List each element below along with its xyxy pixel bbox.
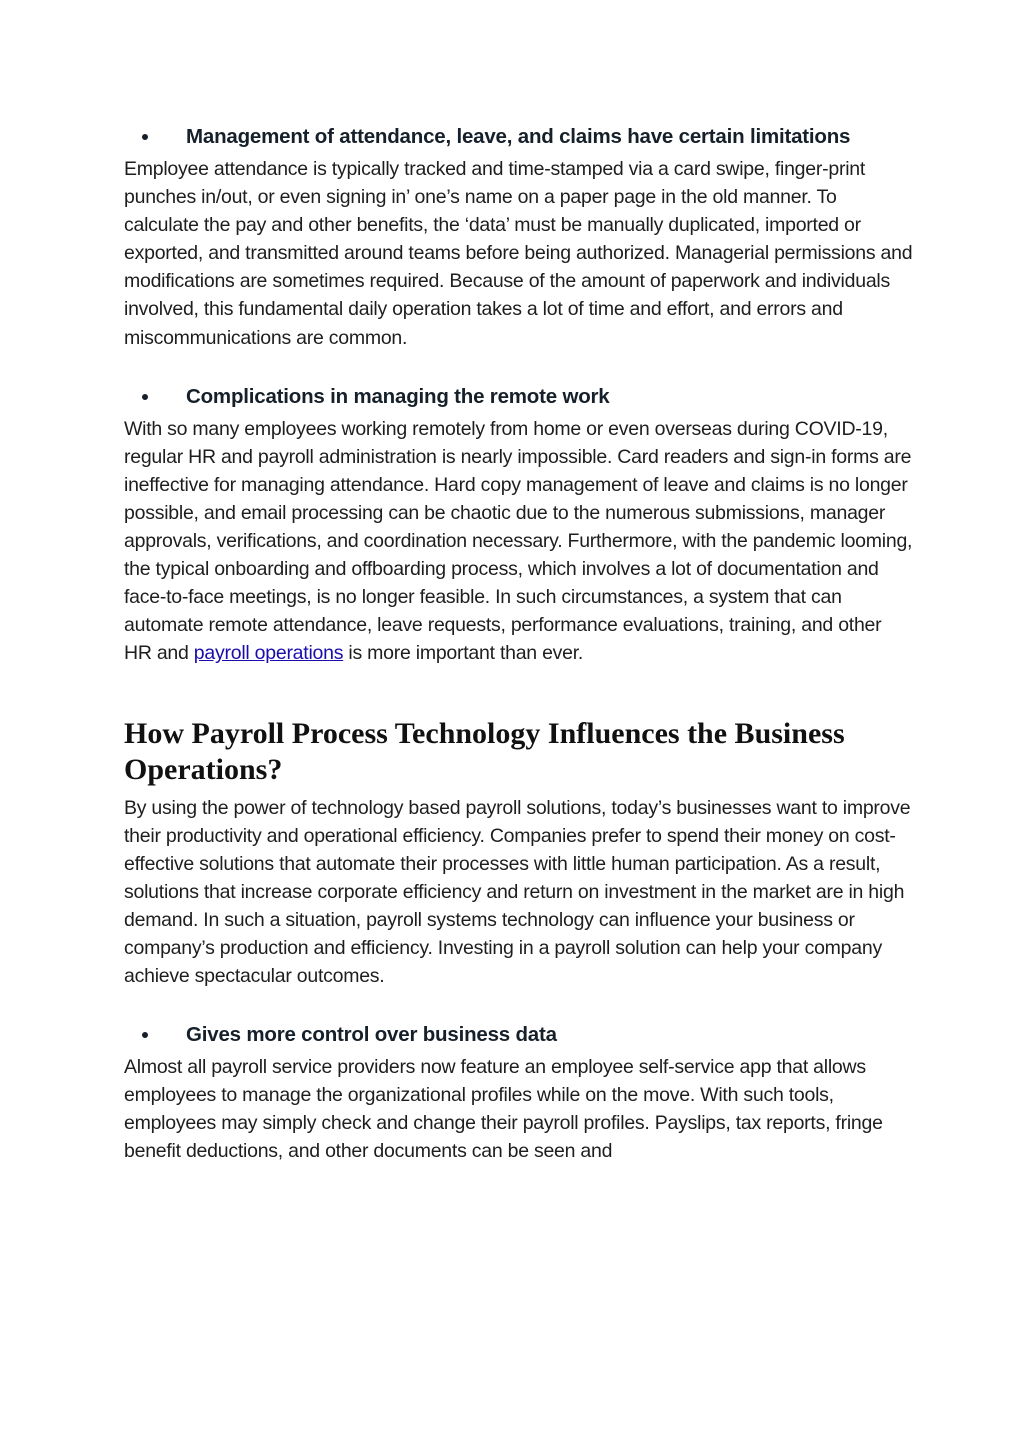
paragraph-text-before-link: With so many employees working remotely from home or even overseas during COVID-19, regular HR and payroll administration is nearly impossible. Card readers and sign-in forms are ineffective for managing attendance. Hard copy management of leave and claims is no longer possible, and email processing can be chaotic due to the numerous submissions, manager approvals, verifications, and coordination necessary. Furthermore, with the pandemic looming, the typical onboarding and offboarding process, which involves a lot of documentation and face-to-face meetings, is no longer feasible. In such circumstances, a system that can automate remote attendance, leave requests, performance evaluations, training, and other HR and — [124, 417, 913, 665]
paragraph-business-data: Almost all payroll service providers now feature an employee self-service app that allows employees to manage the organizational profiles while on the move. With such tools, employees may simply check and change their payroll profiles. Payslips, tax reports, fringe benefit deductions, and other documents can be seen and — [124, 1056, 883, 1163]
paragraph-technology-influence: By using the power of technology based payroll solutions, today’s businesses want to improve their productivity and operational efficiency. Companies prefer to spend their money on cost-effective solutions that automate their processes with little human participation. As a result, solutions that increase corporate efficiency and return on investment in the market are in high demand. In such a situation, payroll systems technology can influence your business or company’s production and efficiency. Investing in a payroll solution can help your company achieve spectacular outcomes. — [124, 796, 911, 988]
payroll-operations-link[interactable]: payroll operations — [193, 642, 344, 665]
bullet-heading-text: Complications in managing the remote work — [186, 384, 610, 408]
bullet-heading-business-data — [124, 1020, 914, 1049]
paragraph-text-after-link: is more important than ever. — [343, 642, 584, 665]
document-page — [124, 122, 914, 1166]
bullet-dot-icon — [142, 1032, 148, 1038]
bullet-dot-icon — [142, 134, 148, 140]
bullet-heading-remote-work — [124, 382, 914, 411]
paragraph-remote-work — [124, 415, 914, 668]
bullet-dot-icon — [142, 394, 148, 400]
paragraph-attendance: Employee attendance is typically tracked and time-stamped via a card swipe, finger-print punches in/out, or even signing in’ one’s name on a paper page in the old manner. To calculate the pay and other benefits, the ‘data’ must be manually duplicated, imported or exported, and transmitted around teams before being authorized. Managerial permissions and modifications are sometimes required. Because of the amount of paperwork and individuals involved, this fundamental daily operation takes a lot of time and effort, and errors and miscommunications are common. — [124, 158, 913, 349]
section-heading: How Payroll Process Technology Influences the Business Operations? — [124, 716, 845, 786]
bullet-heading-attendance-limitations — [124, 122, 914, 151]
bullet-heading-text: Gives more control over business data — [186, 1023, 557, 1047]
bullet-heading-text: Management of attendance, leave, and claims have certain limitations — [186, 125, 851, 148]
